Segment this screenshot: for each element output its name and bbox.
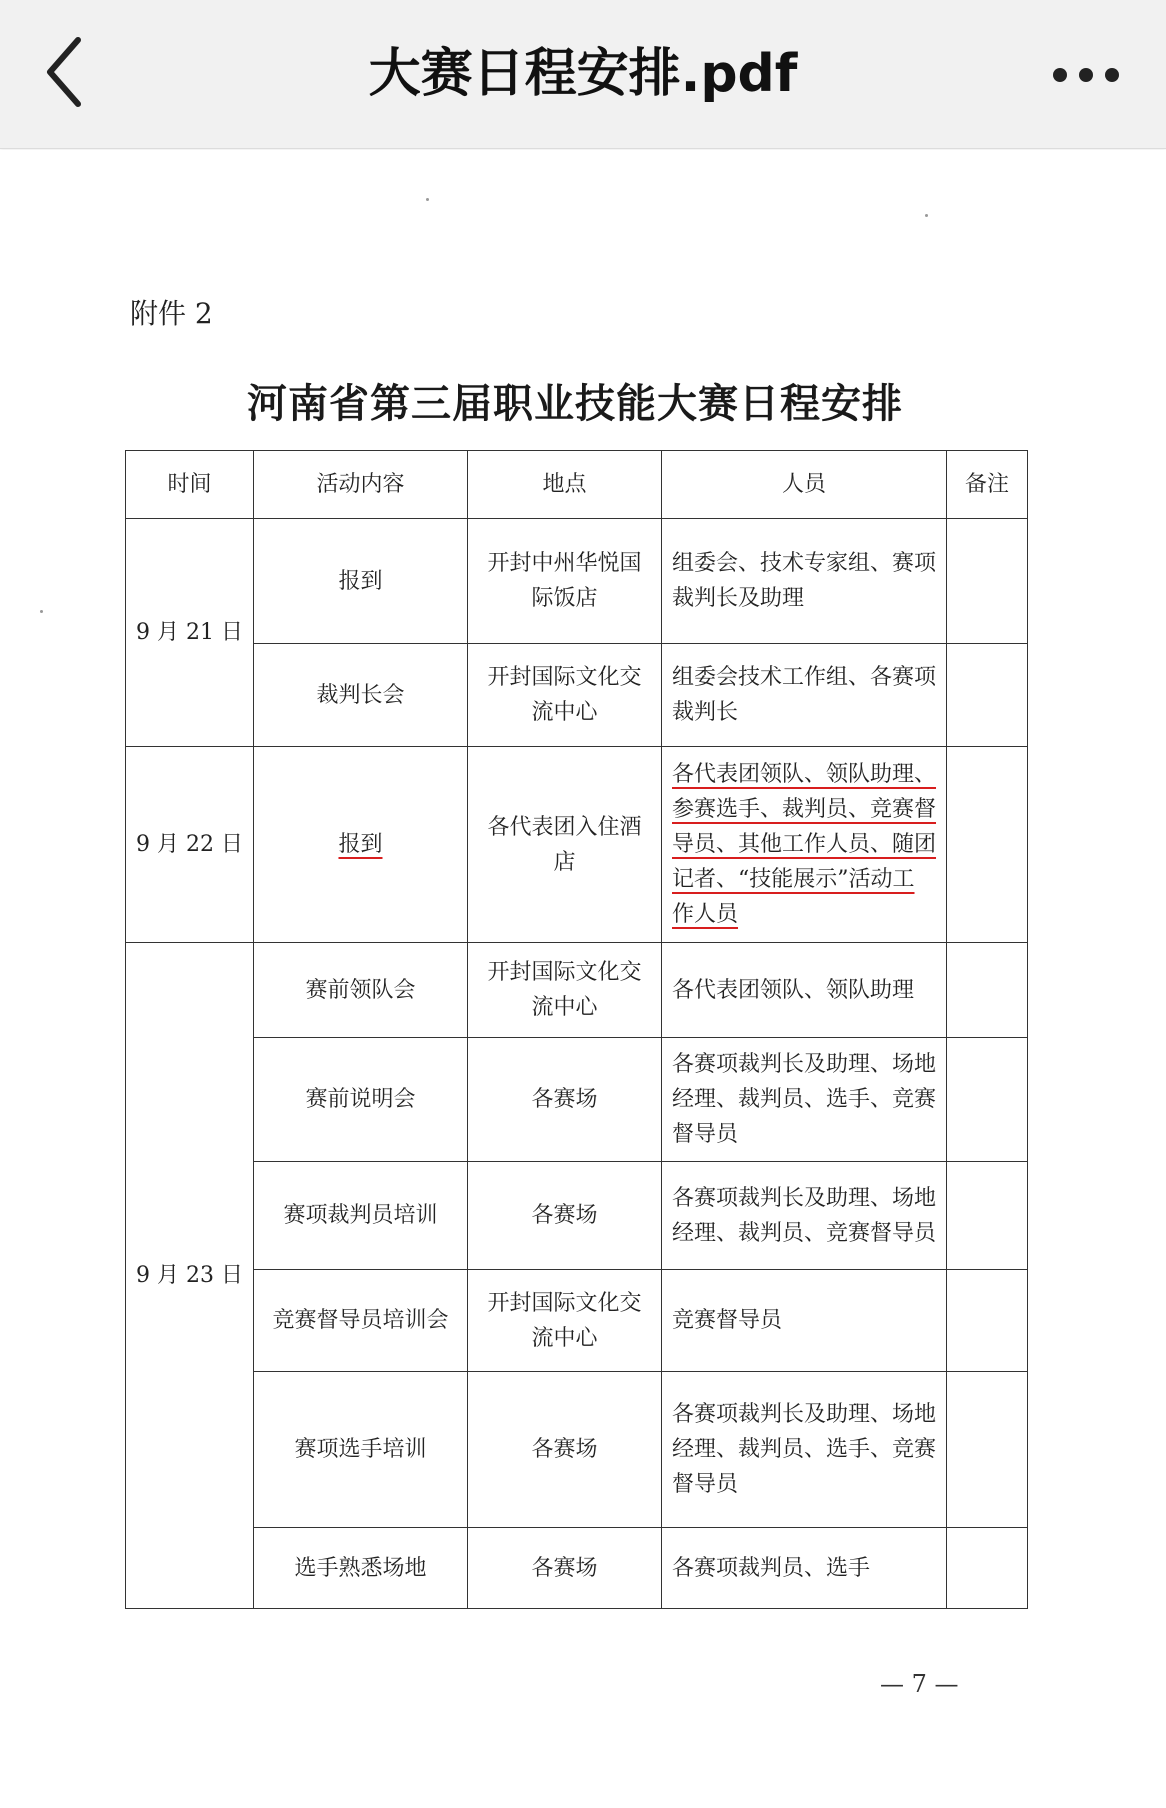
chevron-left-icon: [34, 30, 98, 114]
note-cell: [947, 1162, 1028, 1270]
column-header-location: 地点: [468, 451, 662, 519]
location-cell: 各赛场: [468, 1038, 662, 1162]
table-row: [126, 644, 1028, 747]
people-cell: 竞赛督导员: [662, 1270, 947, 1372]
document-title: 大赛日程安排.pdf: [368, 44, 798, 104]
activity-cell: 竞赛督导员培训会: [254, 1270, 468, 1372]
activity-cell: 选手熟悉场地: [254, 1528, 468, 1609]
scan-speck: [426, 198, 429, 201]
people-cell: 各赛项裁判员、选手: [662, 1528, 947, 1609]
location-cell: 开封国际文化交流中心: [468, 1270, 662, 1372]
activity-cell: 裁判长会: [254, 644, 468, 747]
highlighted-activity: 报到: [338, 832, 383, 857]
column-header-people: 人员: [662, 451, 947, 519]
location-cell: 各赛场: [468, 1528, 662, 1609]
table-header-row: [126, 451, 1028, 519]
note-cell: [947, 1528, 1028, 1609]
activity-cell: 报到: [254, 519, 468, 644]
note-cell: [947, 1270, 1028, 1372]
more-dots-icon: [1046, 50, 1126, 100]
column-header-activity: 活动内容: [254, 451, 468, 519]
more-button[interactable]: [1046, 50, 1126, 100]
top-bar: [0, 0, 1166, 149]
schedule-title: 河南省第三届职业技能大赛日程安排: [247, 380, 903, 427]
table-row: [126, 519, 1028, 644]
location-cell: 各代表团入住酒店: [468, 747, 662, 943]
note-cell: [947, 747, 1028, 943]
activity-cell: 赛项选手培训: [254, 1372, 468, 1528]
people-cell: 各赛项裁判长及助理、场地经理、裁判员、选手、竞赛督导员: [662, 1372, 947, 1528]
activity-cell: [254, 747, 468, 943]
scan-speck: [40, 610, 43, 613]
location-cell: 开封国际文化交流中心: [468, 644, 662, 747]
back-button[interactable]: [34, 30, 98, 114]
people-cell: 各赛项裁判长及助理、场地经理、裁判员、选手、竞赛督导员: [662, 1038, 947, 1162]
table-row: [126, 1270, 1028, 1372]
date-cell: 9 月 21 日: [126, 519, 254, 747]
date-cell: 9 月 23 日: [126, 943, 254, 1609]
people-cell: [662, 747, 947, 943]
location-cell: 各赛场: [468, 1372, 662, 1528]
table-row: [126, 1038, 1028, 1162]
note-cell: [947, 1372, 1028, 1528]
pdf-page[interactable]: [0, 150, 1166, 1808]
table-row: [126, 1528, 1028, 1609]
column-header-time: 时间: [126, 451, 254, 519]
scan-speck: [925, 214, 928, 217]
note-cell: [947, 519, 1028, 644]
people-cell: 各代表团领队、领队助理: [662, 943, 947, 1038]
page-number: — 7 —: [880, 1670, 959, 1698]
column-header-note: 备注: [947, 451, 1028, 519]
date-cell: 9 月 22 日: [126, 747, 254, 943]
activity-cell: 赛前领队会: [254, 943, 468, 1038]
activity-cell: 赛前说明会: [254, 1038, 468, 1162]
location-cell: 开封国际文化交流中心: [468, 943, 662, 1038]
note-cell: [947, 1038, 1028, 1162]
note-cell: [947, 644, 1028, 747]
schedule-table: [125, 450, 1028, 1609]
note-cell: [947, 943, 1028, 1038]
people-cell: 组委会、技术专家组、赛项裁判长及助理: [662, 519, 947, 644]
attachment-label: 附件 2: [130, 297, 213, 330]
table-row: [126, 1162, 1028, 1270]
table-row: [126, 943, 1028, 1038]
people-cell: 组委会技术工作组、各赛项裁判长: [662, 644, 947, 747]
location-cell: 开封中州华悦国际饭店: [468, 519, 662, 644]
table-row: [126, 747, 1028, 943]
table-row: [126, 1372, 1028, 1528]
people-cell: 各赛项裁判长及助理、场地经理、裁判员、竞赛督导员: [662, 1162, 947, 1270]
activity-cell: 赛项裁判员培训: [254, 1162, 468, 1270]
location-cell: 各赛场: [468, 1162, 662, 1270]
highlighted-people: 各代表团领队、领队助理、参赛选手、裁判员、竞赛督导员、其他工作人员、随团记者、“技能展示”活动工作人员: [672, 762, 937, 927]
